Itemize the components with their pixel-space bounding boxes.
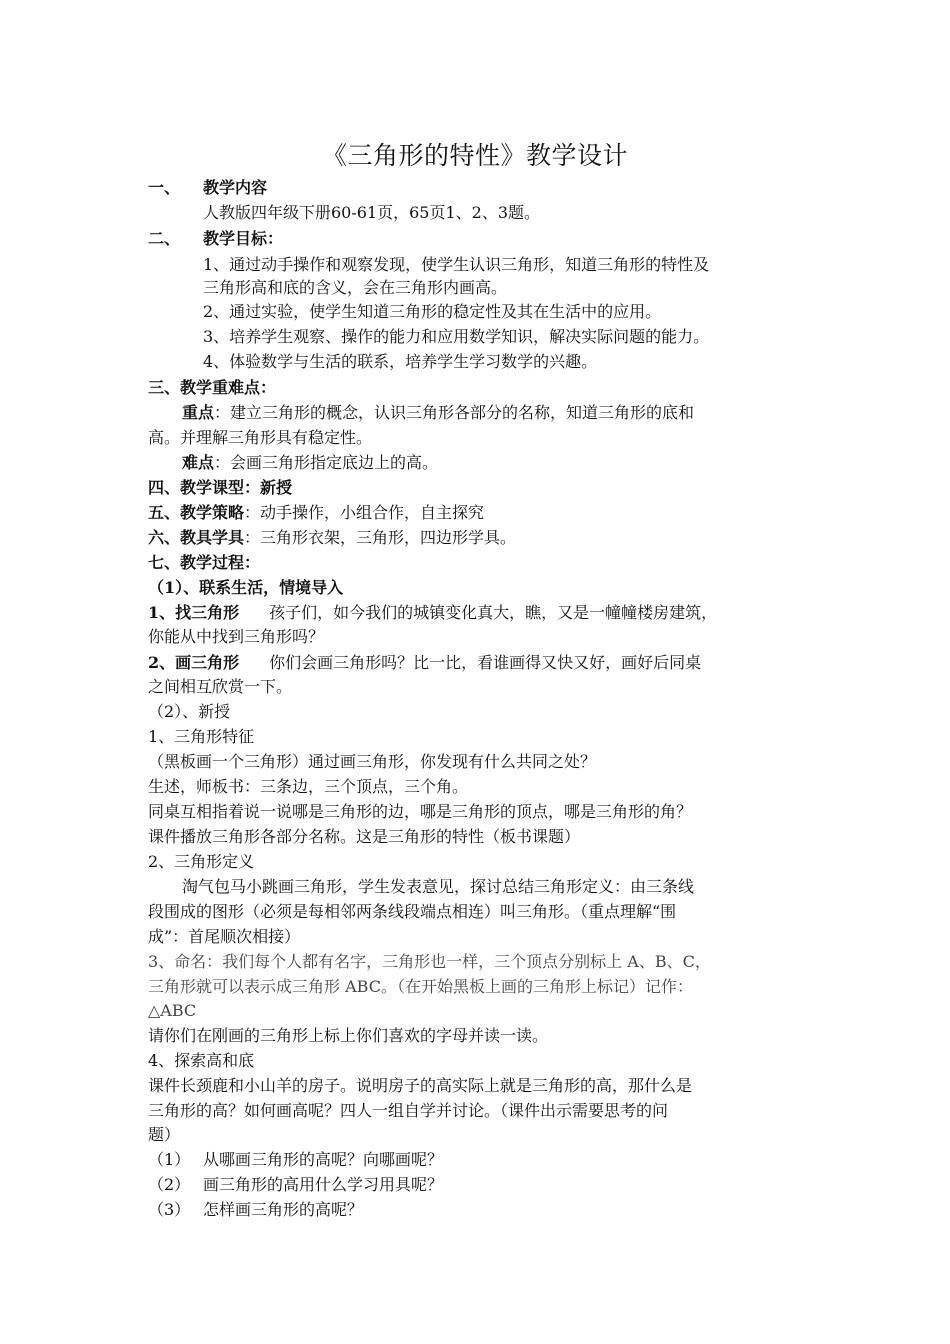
definition-line-3: 成”：首尾顺次相接）: [148, 927, 301, 946]
feature-line-1: （黑板画一个三角形）通过画三角形，你发现有什么共同之处？: [148, 752, 597, 771]
question-3-number: （3）: [148, 1200, 191, 1219]
section-2-heading: 教学目标：: [203, 229, 284, 248]
definition-line-1: 淘气包马小跳画三角形，学生发表意见，探讨总结三角形定义：由三条线: [182, 877, 695, 896]
height-line-3: 题）: [148, 1125, 181, 1144]
section-3-heading: 三、教学重难点：: [148, 378, 277, 397]
naming-line-4: 请你们在刚画的三角形上标上你们喜欢的字母并读一读。: [148, 1026, 549, 1045]
section-1-number: 一、: [148, 178, 181, 197]
section-5-line: [148, 501, 484, 525]
height-line-2: 三角形的高？如何画高呢？四人一组自学并讨论。（课件出示需要思考的问: [148, 1101, 669, 1120]
draw-triangle-line-2: 之间相互欣赏一下。: [148, 677, 293, 696]
naming-line-3: △ABC: [148, 1001, 197, 1020]
question-3: 怎样画三角形的高呢？: [203, 1200, 364, 1219]
goal-1-line-1: 1、通过动手操作和观察发现，使学生认识三角形，知道三角形的特性及: [203, 255, 710, 274]
section-2-number: 二、: [148, 229, 181, 248]
key-point-line-1: [182, 401, 694, 425]
goal-4: 4、体验数学与生活的联系，培养学生学习数学的兴趣。: [203, 352, 598, 371]
key-point-text: ：建立三角形的概念，认识三角形各部分的名称，知道三角形的底和: [214, 403, 695, 422]
find-triangle-label: 1、找三角形: [148, 603, 240, 622]
section-6-line: [148, 526, 516, 550]
key-point-label: 重点: [182, 403, 215, 422]
feature-heading: 1、三角形特征: [148, 727, 255, 746]
feature-line-4: 课件播放三角形各部分名称。这是三角形的特性（板书课题）: [148, 827, 581, 846]
find-triangle-line-2: 你能从中找到三角形吗？: [148, 627, 325, 646]
question-1-number: （1）: [148, 1150, 191, 1169]
question-1: 从哪画三角形的高呢？向哪画呢？: [203, 1150, 444, 1169]
section-4-heading: 四、教学课型：新授: [148, 478, 293, 497]
question-2: 画三角形的高用什么学习用具呢？: [203, 1175, 444, 1194]
height-heading: 4、探索高和底: [148, 1051, 255, 1070]
goal-1-line-2: 三角形高和底的含义，会在三角形内画高。: [203, 278, 508, 297]
section-1-heading: 教学内容: [203, 178, 268, 197]
document-title: 《三角形的特性》教学设计: [321, 141, 628, 170]
section-6-heading: 六、教具学具: [148, 528, 245, 547]
goal-2: 2、通过实验，使学生知道三角形的稳定性及其在生活中的应用。: [203, 302, 662, 321]
section-5-heading: 五、教学策略: [148, 503, 245, 522]
section-6-text: ：三角形衣架，三角形，四边形学具。: [244, 528, 517, 547]
process-2-heading: （2）、新授: [148, 702, 231, 721]
naming-line-1: 3、命名：我们每个人都有名字，三角形也一样，三个顶点分别标上 A、B、C，: [148, 952, 711, 971]
section-1-text: 人教版四年级下册60-61页，65页1、2、3题。: [203, 203, 541, 222]
draw-triangle-label: 2、画三角形: [148, 653, 240, 672]
find-triangle-text: 孩子们，如今我们的城镇变化真大，瞧，又是一幢幢楼房建筑，: [269, 603, 718, 622]
feature-line-2: 生述，师板书：三条边，三个顶点，三个角。: [148, 777, 469, 796]
definition-line-2: 段围成的图形（必须是每相邻两条线段端点相连）叫三角形。（重点理解“围: [148, 902, 677, 921]
draw-triangle-text: 你们会画三角形吗？比一比，看谁画得又快又好，画好后同桌: [269, 653, 702, 672]
difficult-point-text: ：会画三角形指定底边上的高。: [214, 453, 439, 472]
process-1-heading: （1）、联系生活，情境导入: [148, 578, 344, 597]
question-2-number: （2）: [148, 1175, 191, 1194]
height-line-1: 课件长颈鹿和小山羊的房子。说明房子的高实际上就是三角形的高，那什么是: [148, 1076, 693, 1095]
goal-3: 3、培养学生观察、操作的能力和应用数学知识，解决实际问题的能力。: [203, 327, 710, 346]
feature-line-3: 同桌互相指着说一说哪是三角形的边，哪是三角形的顶点，哪是三角形的角？: [148, 802, 693, 821]
find-triangle-line-1: [148, 601, 717, 625]
key-point-line-2: 高。并理解三角形具有稳定性。: [148, 428, 373, 447]
section-7-heading: 七、教学过程：: [148, 553, 261, 572]
difficult-point-line: [182, 451, 438, 475]
naming-line-2: 三角形就可以表示成三角形 ABC。（在开始黑板上画的三角形上标记）记作：: [148, 977, 693, 996]
definition-heading: 2、三角形定义: [148, 852, 255, 871]
draw-triangle-line-1: [148, 651, 701, 675]
section-5-text: ：动手操作，小组合作，自主探究: [244, 503, 485, 522]
difficult-point-label: 难点: [182, 453, 215, 472]
